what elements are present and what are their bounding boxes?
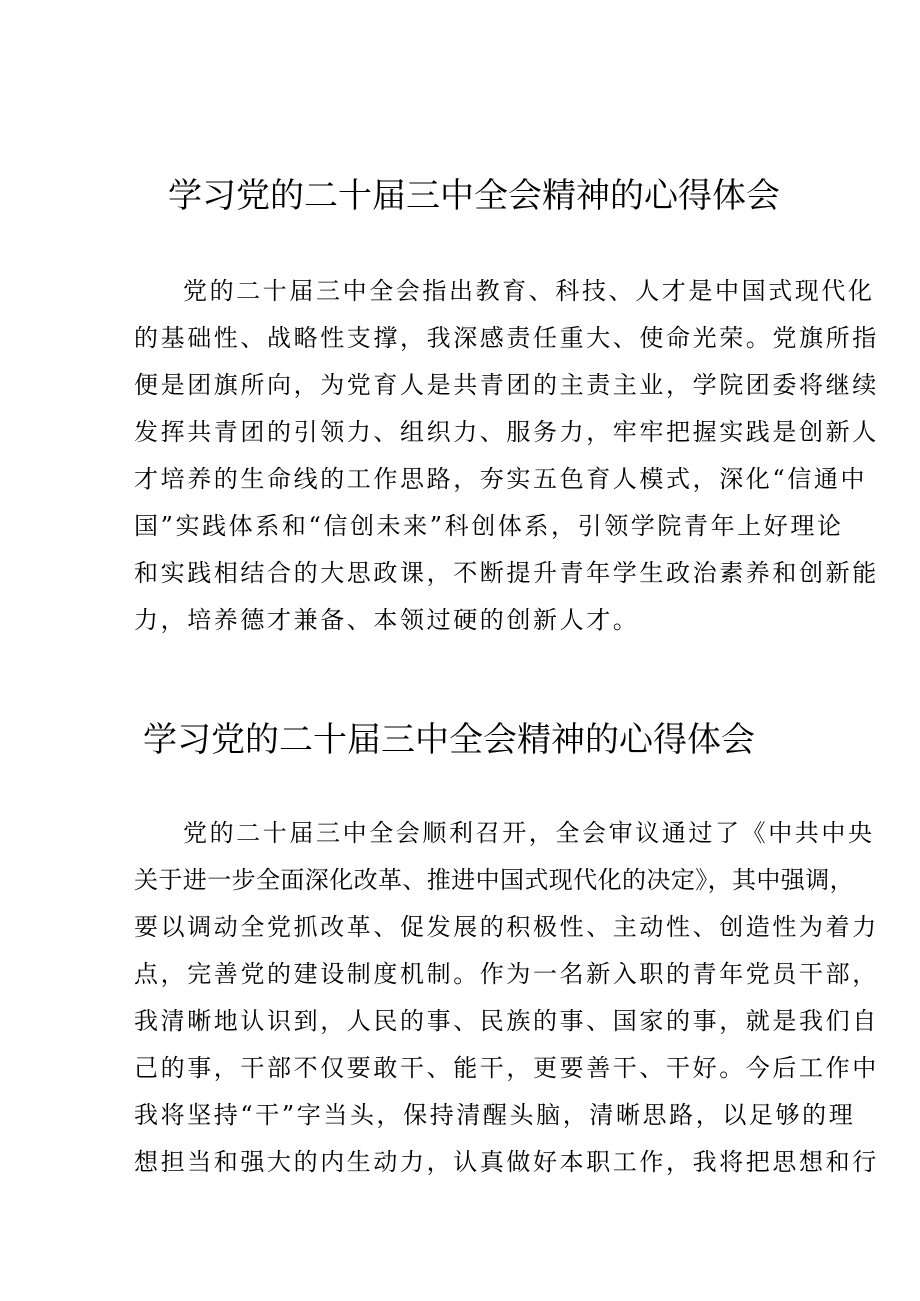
- section-1-line: 才培养的生命线的工作思路，夯实五色育人模式，深化“信通中: [134, 465, 868, 493]
- section-1-line: 和实践相结合的大思政课，不断提升青年学生政治素养和创新能: [134, 559, 879, 587]
- section-1-title: 学习党的二十届三中全会精神的心得体会: [168, 176, 780, 216]
- section-1-line: 国”实践体系和“信创未来”科创体系，引领学院青年上好理论: [134, 512, 844, 540]
- section-2-line: 己的事，干部不仅要敢干、能干，更要善干、干好。今后工作中: [134, 1054, 879, 1082]
- section-2-line: 要以调动全党抓改革、促发展的积极性、主动性、创造性为着力: [134, 913, 879, 941]
- section-2-line: 关于进一步全面深化改革、推进中国式现代化的决定》，其中强调，: [134, 866, 854, 894]
- section-2-line: 想担当和强大的内生动力，认真做好本职工作，我将把思想和行: [134, 1148, 879, 1176]
- section-2-title: 学习党的二十届三中全会精神的心得体会: [143, 720, 755, 760]
- section-2-line: 党的二十届三中全会顺利召开，全会审议通过了《中共中央: [183, 819, 875, 847]
- section-2-line: 点，完善党的建设制度机制。作为一名新入职的青年党员干部，: [134, 960, 879, 988]
- section-1-line: 党的二十届三中全会指出教育、科技、人才是中国式现代化: [183, 277, 875, 305]
- section-1-line: 的基础性、战略性支撑，我深感责任重大、使命光荣。党旗所指: [134, 324, 879, 352]
- section-2-line: 我清晰地认识到，人民的事、民族的事、国家的事，就是我们自: [134, 1007, 879, 1035]
- section-1-line: 便是团旗所向，为党育人是共青团的主责主业，学院团委将继续: [134, 371, 879, 399]
- section-1-line: 发挥共青团的引领力、组织力、服务力，牢牢把握实践是创新人: [134, 418, 879, 446]
- section-2-line: 我将坚持“干”字当头，保持清醒头脑，清晰思路，以足够的理: [134, 1101, 856, 1129]
- section-1-line: 力，培养德才兼备、本领过硬的创新人才。: [134, 606, 640, 634]
